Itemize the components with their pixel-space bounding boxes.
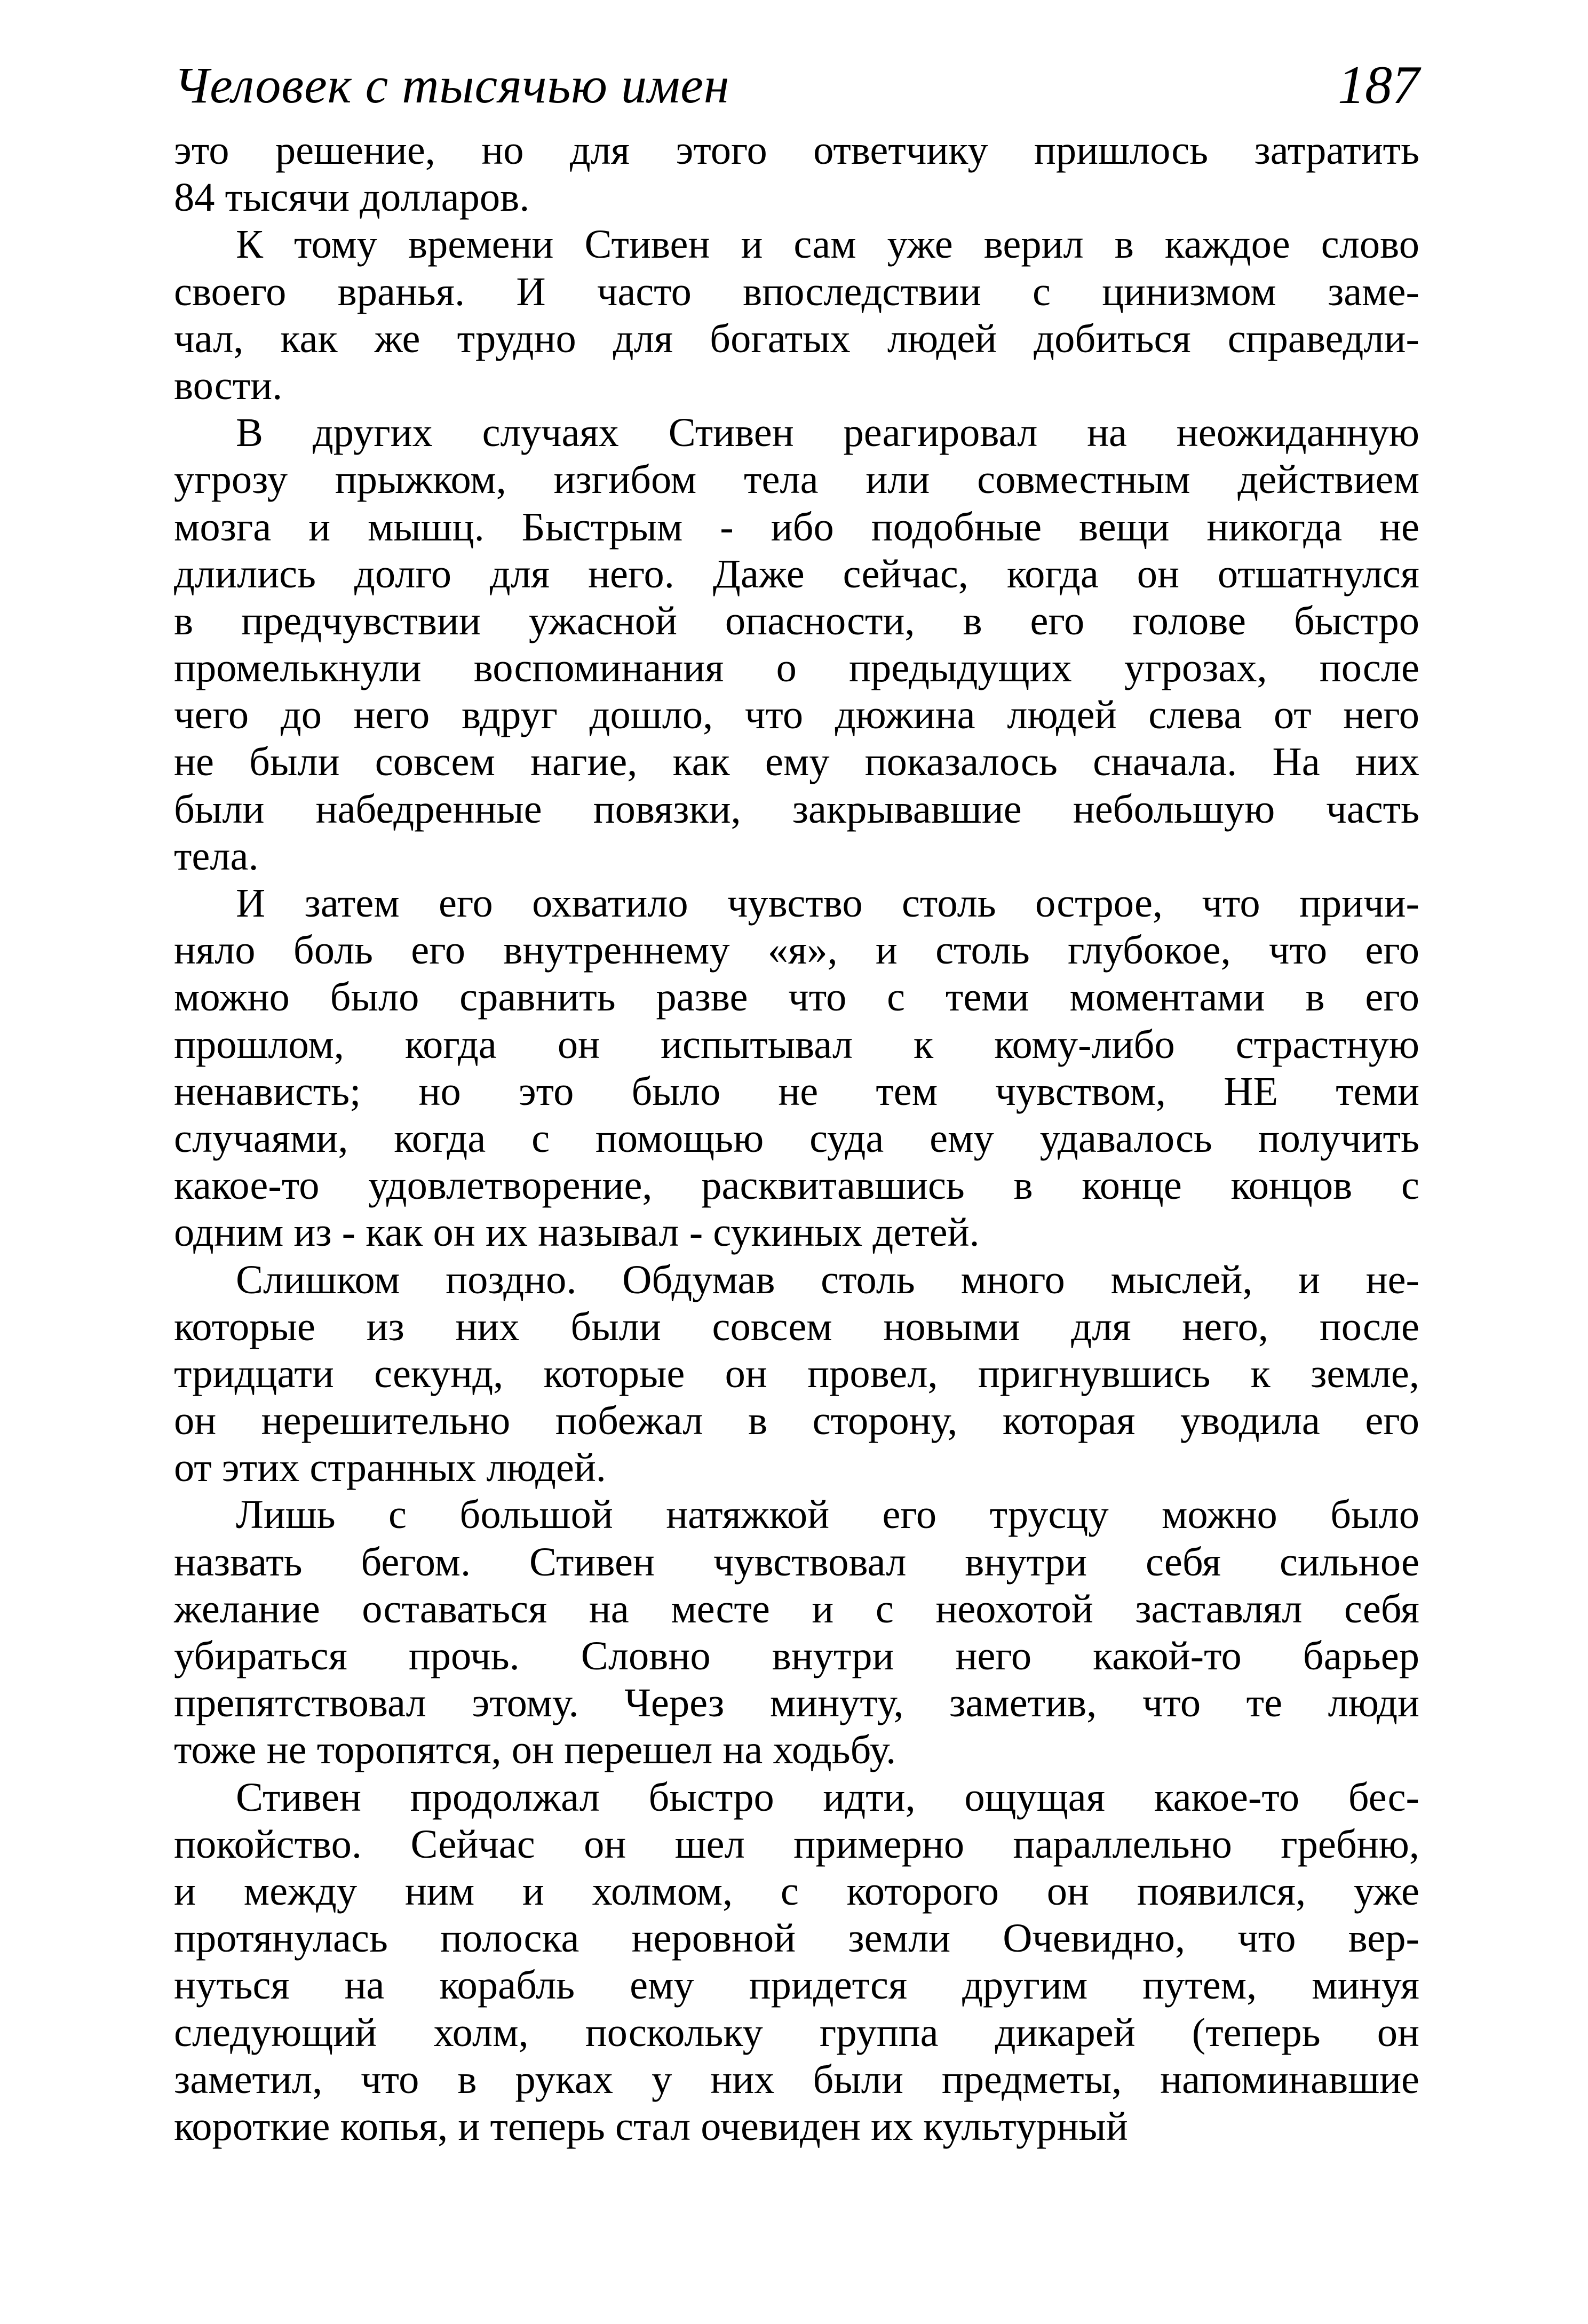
text-line: желание оставаться на месте и с неохотой заставлял себя bbox=[174, 1586, 1419, 1631]
page-number: 187 bbox=[1338, 55, 1419, 115]
text-line: мозга и мышц. Быстрым - ибо подобные вещи никогда не bbox=[174, 504, 1419, 550]
text-line: длились долго для него. Даже сейчас, когда он отшатнулся bbox=[174, 551, 1419, 596]
text-line: тоже не торопятся, он перешел на ходьбу. bbox=[174, 1727, 896, 1773]
running-title: Человек с тысячью имен bbox=[174, 57, 730, 114]
body-text bbox=[174, 127, 1419, 2150]
text-line: тела. bbox=[174, 833, 259, 879]
text-line: от этих странных людей. bbox=[174, 1445, 606, 1491]
text-line: ненависть; но это было не тем чувством, НЕ теми bbox=[174, 1068, 1419, 1114]
text-line: Слишком поздно. Обдумав столь много мыслей, и не- bbox=[236, 1256, 1419, 1302]
paragraph bbox=[174, 221, 1419, 409]
text-line: короткие копья, и теперь стал очевиден их культурный bbox=[174, 2103, 1128, 2149]
text-line: вости. bbox=[174, 362, 283, 408]
text-line: можно было сравнить разве что с теми моментами в его bbox=[174, 974, 1419, 1020]
paragraph bbox=[174, 1491, 1419, 1773]
text-line: своего вранья. И часто впоследствии с цинизмом заме- bbox=[174, 268, 1419, 314]
text-line: назвать бегом. Стивен чувствовал внутри себя сильное bbox=[174, 1539, 1419, 1585]
text-line: одним из - как он их называл - сукиных детей. bbox=[174, 1209, 980, 1255]
text-line: няло боль его внутреннему «я», и столь глубокое, что его bbox=[174, 927, 1419, 973]
text-line: случаями, когда с помощью суда ему удавалось получить bbox=[174, 1115, 1419, 1161]
text-line: покойство. Сейчас он шел примерно параллельно гребню, bbox=[174, 1821, 1419, 1867]
text-line: 84 тысячи долларов. bbox=[174, 174, 530, 220]
text-line: это решение, но для этого ответчику пришлось затратить bbox=[174, 128, 1419, 173]
text-line: следующий холм, поскольку группа дикарей (теперь он bbox=[174, 2009, 1419, 2055]
text-line: К тому времени Стивен и сам уже верил в каждое слово bbox=[236, 221, 1419, 267]
text-line: угрозу прыжком, изгибом тела или совместным действием bbox=[174, 457, 1419, 503]
text-line: он нерешительно побежал в сторону, которая уводила его bbox=[174, 1398, 1419, 1444]
text-line: И затем его охватило чувство столь острое, что причи- bbox=[236, 880, 1419, 926]
text-line: которые из них были совсем новыми для него, после bbox=[174, 1303, 1419, 1349]
text-line: не были совсем нагие, как ему показалось сначала. На них bbox=[174, 739, 1419, 785]
text-line: В других случаях Стивен реагировал на неожиданную bbox=[236, 410, 1419, 456]
text-line: протянулась полоска неровной земли Очевидно, что вер- bbox=[174, 1915, 1419, 1961]
text-line: Стивен продолжал быстро идти, ощущая какое-то бес- bbox=[236, 1774, 1419, 1820]
text-line: заметил, что в руках у них были предметы, напоминавшие bbox=[174, 2056, 1419, 2102]
text-line: Лишь с большой натяжкой его трусцу можно было bbox=[236, 1492, 1419, 1538]
text-line: какое-то удовлетворение, расквитавшись в конце концов с bbox=[174, 1163, 1419, 1208]
text-line: в предчувствии ужасной опасности, в его голове быстро bbox=[174, 598, 1419, 643]
text-line: промелькнули воспоминания о предыдущих угрозах, после bbox=[174, 645, 1419, 691]
text-line: чего до него вдруг дошло, что дюжина людей слева от него bbox=[174, 692, 1419, 738]
paragraph bbox=[174, 409, 1419, 880]
paragraph bbox=[174, 127, 1419, 221]
text-line: были набедренные повязки, закрывавшие небольшую часть bbox=[174, 786, 1419, 832]
text-line: прошлом, когда он испытывал к кому-либо страстную bbox=[174, 1021, 1419, 1067]
page-header bbox=[174, 53, 1419, 117]
text-line: и между ним и холмом, с которого он появился, уже bbox=[174, 1868, 1419, 1914]
paragraph bbox=[174, 880, 1419, 1256]
text-line: убираться прочь. Словно внутри него какой-то барьер bbox=[174, 1633, 1419, 1678]
paragraph bbox=[174, 1256, 1419, 1492]
text-line: нуться на корабль ему придется другим путем, минуя bbox=[174, 1962, 1419, 2008]
text-line: чал, как же трудно для богатых людей добиться справедли- bbox=[174, 315, 1419, 361]
paragraph bbox=[174, 1774, 1419, 2151]
text-line: тридцати секунд, которые он провел, пригнувшись к земле, bbox=[174, 1350, 1419, 1396]
text-line: препятствовал этому. Через минуту, заметив, что те люди bbox=[174, 1680, 1419, 1726]
